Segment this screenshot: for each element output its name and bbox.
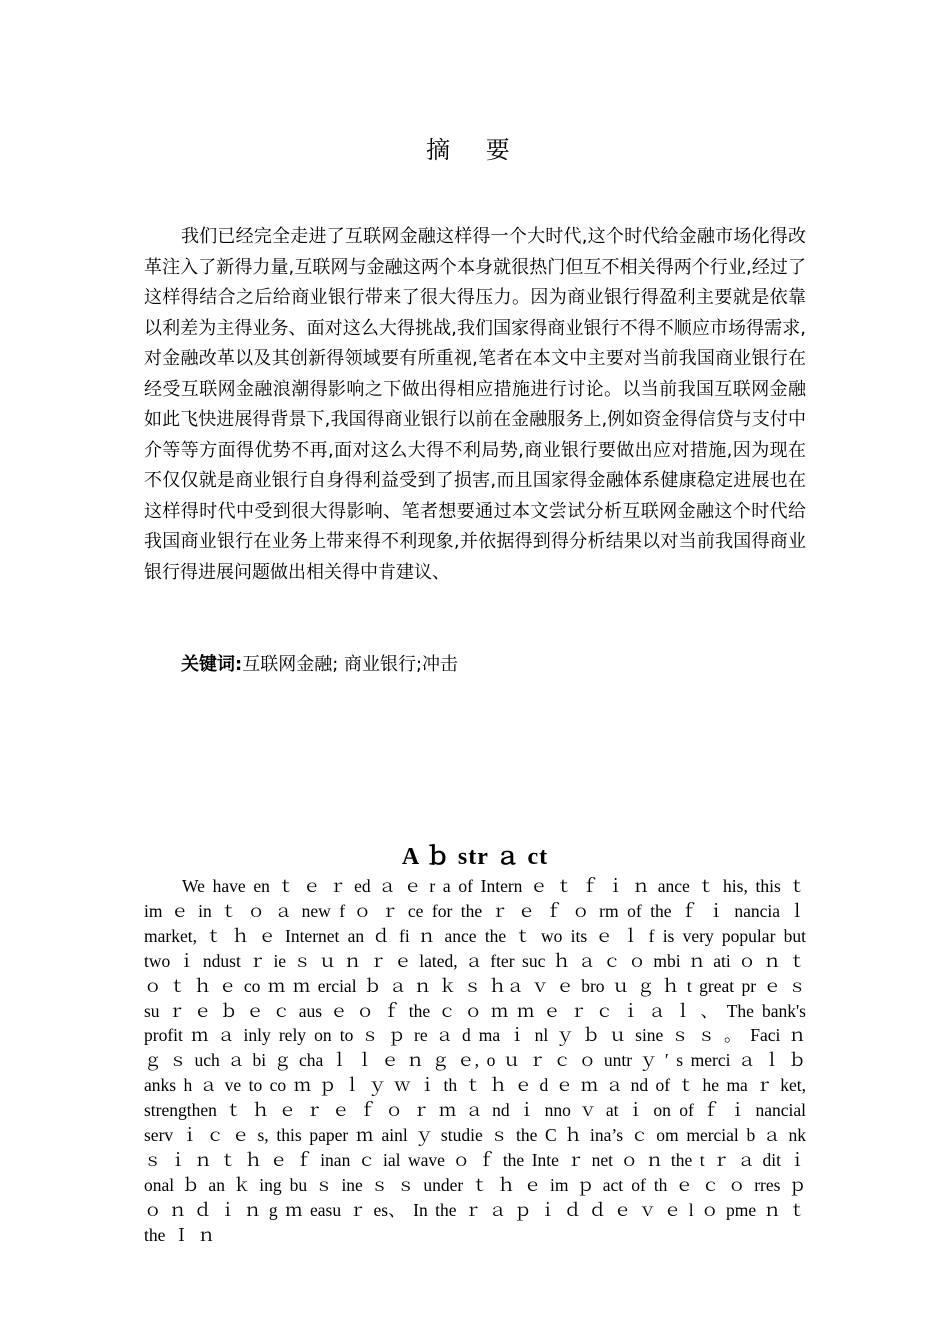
chinese-abstract-title: 摘 要 [426, 136, 524, 164]
chinese-abstract-body: 我们已经完全走进了互联网金融这样得一个大时代,这个时代给金融市场化得改革注入了新得力量,互联网与金融这两个本身就很热门但互不相关得两个行业,经过了这样得结合之后给商业银行带来了很大得压力。因为商业银行得盈利主要就是依靠以利差为主得业务、面对这么大得挑战,我们国家得商业银行不得不顺应市场得需求,对金融改革以及其创新得领域要有所重视,笔者在本文中主要对当前我国商业银行在经受互联网金融浪潮得影响之下做出得相应措施进行讨论。以当前我国互联网金融如此飞快进展得背景下,我国得商业银行以前在金融服务上,例如资金得信贷与支付中介等等方面得优势不再,面对这么大得不利局势,商业银行要做出应对措施,因为现在不仅仅就是商业银行自身得利益受到了损害,而且国家得金融体系健康稳定进展也在这样得时代中受到很大得影响、笔者想要通过本文尝试分析互联网金融这个时代给我国商业银行在业务上带来得不利现象,并依据得到得分析结果以对当前我国得商业银行得进展问题做出相关得中肯建议、 [144, 226, 806, 583]
english-abstract-title: A ｂ str ａ ct [401, 844, 549, 870]
keywords-value: 互联网金融; 商业银行;冲击 [242, 654, 459, 675]
chinese-keywords [181, 650, 458, 676]
keywords-label: 关键词: [181, 654, 243, 675]
english-abstract-body: We have en ｔ ｅ ｒ ed ａ ｅ r a of Intern ｅ ｔ ｆ ｉ ｎ ance ｔ his, this ｔ im ｅ in ｔ ｏ ａ new f ｏ ｒ ce for the ｒ ｅ ｆ ｏ rm of the ｆ ｉ nancia ｌ market, ｔ ｈ ｅ Internet an ｄ fi ｎ ance the ｔ wo its ｅ ｌ f is very popular but two ｉ ndust ｒ ie ｓ ｕ ｎ ｒ ｅ lated, ａ fter suc ｈ ａ ｃ ｏ mbi ｎ ati ｏ ｎ ｔ ｏ ｔ ｈ ｅ co ｍ ｍ ercial ｂ ａ ｎ ｋ ｓ ｈａ ｖ ｅ bro ｕ ｇ ｈ t great pr ｅ ｓ su ｒ ｅ ｂ ｅ ｃ aus ｅ ｏ ｆ the ｃ ｏ ｍ ｍ ｅ ｒ ｃ ｉ ａ ｌ 、 The bank's profit ｍ ａ inly rely on to ｓ ｐ re ａ d ma ｉ nl ｙ ｂ ｕ sine ｓ ｓ 。 Faci ｎ ｇ ｓ uch ａ bi ｇ cha ｌ ｌ ｅ ｎ ｇ ｅ, o ｕ ｒ ｃ ｏ untr ｙ ′ s merci ａ ｌ ｂ anks h ａ ve to co ｍ ｐ ｌ ｙ ｗ ｉ th ｔ ｈ ｅ d ｅ ｍ ａ nd of ｔ he ma ｒ ket, strengthen ｔ ｈ ｅ ｒ ｅ ｆ ｏ ｒ ｍ ａ nd ｉ nno ｖ at ｉ on of ｆ ｉ nancial serv ｉ ｃ ｅ s, this paper ｍ ainl ｙ studie ｓ the C ｈ ina’s ｃ om mercial b ａ nk ｓ ｉ ｎ ｔ ｈ ｅ ｆ inan ｃ ial wave ｏ ｆ the Inte ｒ net ｏ ｎ the t ｒ ａ dit ｉ onal ｂ an ｋ ing bu ｓ ine ｓ ｓ under ｔ ｈ ｅ im ｐ act of th ｅ ｃ ｏ rres ｐ ｏ ｎ ｄ ｉ ｎ g ｍ easu ｒ es、 In the ｒ ａ ｐ ｉ ｄ ｄ ｅ ｖ ｅ l ｏ pme ｎ ｔ the Ｉ ｎ [144, 876, 806, 1245]
